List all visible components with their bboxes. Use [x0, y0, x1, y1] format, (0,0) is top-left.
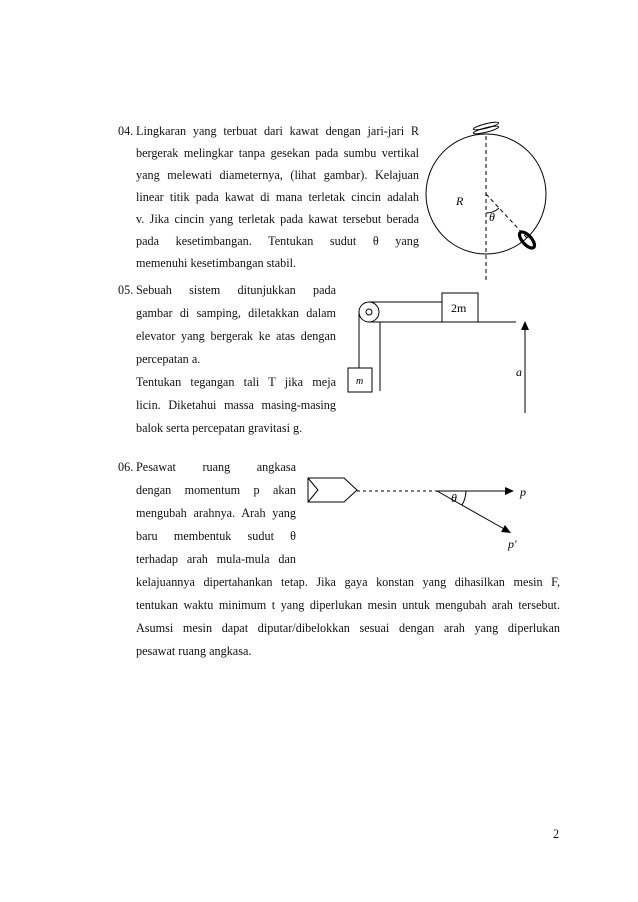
problem-06-number: 06. — [118, 460, 134, 474]
angle-label: θ — [489, 210, 495, 224]
problem-06-line-2: dengan momentum p akan — [136, 483, 296, 497]
final-momentum-vector — [437, 491, 506, 530]
problem-04-line-6: pada kesetimbangan. Tentukan sudut θ yang — [136, 234, 419, 248]
final-momentum-label: p' — [508, 537, 517, 551]
problem-04-line-5: v. Jika cincin yang terletak pada kawat tersebut berada — [136, 212, 419, 226]
spaceship-body — [308, 478, 357, 502]
final-momentum-arrowhead — [501, 525, 511, 533]
problem-05-line-2: gambar di samping, diletakkan dalam — [136, 306, 336, 320]
problem-05-line-6: licin. Diketahui massa masing-masing — [136, 398, 336, 412]
problem-05-line-3: elevator yang bergerak ke atas dengan — [136, 329, 336, 343]
block-m-label: m — [356, 376, 364, 387]
spaceship-tail — [308, 478, 318, 502]
block-2m-label: 2m — [451, 301, 467, 315]
deflection-angle-arc — [462, 491, 466, 505]
problem-06-line-7: tentukan waktu minimum t yang diperlukan mesin untuk mengubah arah tersebut. — [136, 598, 560, 612]
problem-06-line-8: Asumsi mesin dapat diputar/dibelokkan sesuai dengan arah yang diperlukan — [136, 621, 560, 635]
problem-05-line-1: Sebuah sistem ditunjukkan pada — [136, 283, 336, 297]
initial-momentum-arrowhead — [505, 487, 514, 495]
problem-06-line-1: Pesawat ruang angkasa — [136, 460, 296, 474]
page-number: 2 — [553, 827, 560, 841]
problem-04-line-3: yang melewati diameternya, (lihat gambar). Kelajuan — [136, 168, 419, 182]
problem-04-number: 04. — [118, 124, 134, 138]
problem-05-line-5: Tentukan tegangan tali T jika meja — [136, 375, 336, 389]
problem-06-line-4: baru membentuk sudut θ — [136, 529, 296, 543]
acceleration-label: a — [516, 365, 522, 379]
problem-04-line-1: Lingkaran yang terbuat dari kawat dengan jari-jari R — [136, 124, 419, 138]
problem-06-line-9: pesawat ruang angkasa. — [136, 644, 252, 658]
problem-05-line-7: balok serta percepatan gravitasi g. — [136, 421, 303, 435]
problem-04-line-7: memenuhi kesetimbangan stabil. — [136, 256, 297, 270]
deflection-angle-label: θ — [451, 491, 457, 505]
problem-05-line-4: percepatan a. — [136, 352, 201, 366]
problem-06-line-5: terhadap arah mula-mula dan — [136, 552, 296, 566]
problem-04-line-4: linear titik pada kawat di mana terletak cincin adalah — [136, 190, 419, 204]
initial-momentum-label: p — [520, 485, 526, 499]
problem-04-line-2: bergerak melingkar tanpa gesekan pada sumbu vertikal — [136, 146, 419, 160]
radius-label: R — [456, 194, 464, 208]
problem-06-line-6: kelajuannya dipertahankan tetap. Jika gaya konstan yang dihasilkan mesin F, — [136, 575, 560, 589]
problem-05-number: 05. — [118, 283, 134, 297]
problem-06-line-3: mengubah arahnya. Arah yang — [136, 506, 296, 520]
